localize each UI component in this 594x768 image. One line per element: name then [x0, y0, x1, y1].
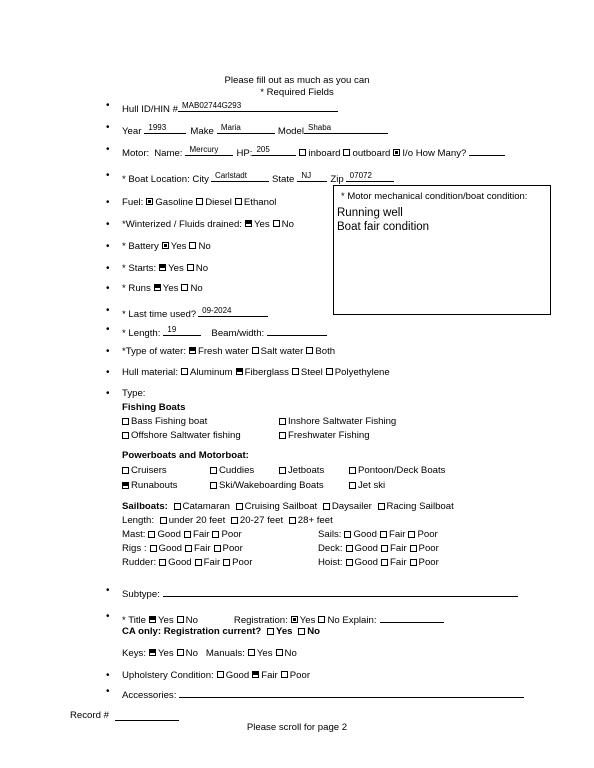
condition-box[interactable]: * Motor mechanical condition/boat condition: Running well Boat fair condition — [333, 185, 551, 315]
both-water-checkbox[interactable] — [306, 347, 313, 354]
battery-no-checkbox[interactable] — [189, 242, 196, 249]
fishing-title: Fishing Boats — [122, 402, 186, 413]
racing-checkbox[interactable] — [378, 503, 385, 510]
subtype-field[interactable] — [163, 585, 518, 597]
year-field[interactable]: 1993 — [144, 122, 186, 134]
scroll-note: Please scroll for page 2 — [246, 722, 348, 733]
gasoline-checkbox[interactable] — [146, 198, 153, 205]
starts-no-checkbox[interactable] — [187, 264, 194, 271]
subtype-row: Subtype: — [122, 585, 518, 600]
fresh-water-checkbox[interactable] — [189, 347, 196, 354]
title-row: * Title Yes No Registration: Yes No Explain: — [122, 611, 444, 626]
ethanol-checkbox[interactable] — [235, 198, 242, 205]
offshore-checkbox[interactable] — [122, 432, 129, 439]
make-field[interactable]: Maria — [217, 122, 275, 134]
accessories-field[interactable] — [179, 686, 524, 698]
zip-field[interactable]: 07072 — [346, 170, 394, 182]
hull-row — [122, 100, 338, 115]
manuals-yes-checkbox[interactable] — [248, 649, 255, 656]
fiberglass-checkbox[interactable] — [236, 368, 243, 375]
keys-row: Keys: Yes No Manuals: Yes No — [122, 648, 297, 659]
io-checkbox[interactable] — [393, 149, 400, 156]
runs-yes-checkbox[interactable] — [154, 284, 161, 291]
cuddies-checkbox[interactable] — [210, 467, 217, 474]
ca-no-checkbox[interactable] — [298, 628, 305, 635]
catamaran-checkbox[interactable] — [174, 503, 181, 510]
upholstery-row: Upholstery Condition: Good Fair Poor — [122, 670, 311, 681]
inboard-checkbox[interactable] — [299, 149, 306, 156]
beam-field[interactable] — [267, 324, 327, 336]
hull-label: Hull ID/HIN # — [122, 104, 178, 115]
cruisers-checkbox[interactable] — [122, 467, 129, 474]
state-field[interactable]: NJ — [297, 170, 327, 182]
required-note: * Required Fields — [260, 87, 334, 98]
length-row: * Length: 19 Beam/width: — [122, 324, 327, 339]
steel-checkbox[interactable] — [292, 368, 299, 375]
keys-yes-checkbox[interactable] — [149, 649, 156, 656]
type-label: Type: — [122, 388, 146, 399]
hull-material-row: Hull material: Aluminum Fiberglass Steel Polyethylene — [122, 367, 390, 378]
rudder-row: Rudder: Good Fair Poor — [122, 557, 253, 568]
mast-row: Mast: Good Fair Poor — [122, 529, 242, 540]
last-used-row: * Last time used? 09-2024 — [122, 305, 268, 320]
ca-row: CA only: Registration current? Yes No — [122, 626, 320, 637]
year-row: Year 1993 Make Maria Model Shaba — [122, 122, 388, 137]
hp-field[interactable]: 205 — [252, 144, 296, 156]
winterized-no-checkbox[interactable] — [273, 220, 280, 227]
under20-checkbox[interactable] — [160, 517, 167, 524]
last-used-field[interactable]: 09-2024 — [198, 305, 268, 317]
motor-name-field[interactable]: Mercury — [185, 144, 233, 156]
how-many-field[interactable] — [469, 144, 505, 156]
bass-checkbox[interactable] — [122, 418, 129, 425]
28plus-checkbox[interactable] — [289, 517, 296, 524]
cruising-checkbox[interactable] — [236, 503, 243, 510]
outboard-checkbox[interactable] — [343, 149, 350, 156]
length-field[interactable]: 19 — [163, 324, 201, 336]
upholstery-fair-checkbox[interactable] — [252, 671, 259, 678]
registration-no-checkbox[interactable] — [318, 616, 325, 623]
starts-yes-checkbox[interactable] — [159, 264, 166, 271]
instruction-text: Please fill out as much as you can — [224, 75, 370, 86]
starts-row: * Starts: Yes No — [122, 263, 209, 274]
ca-yes-checkbox[interactable] — [267, 628, 274, 635]
deck-row: Deck: Good Fair Poor — [318, 543, 439, 554]
registration-yes-checkbox[interactable] — [291, 616, 298, 623]
runs-no-checkbox[interactable] — [181, 284, 188, 291]
salt-water-checkbox[interactable] — [252, 347, 259, 354]
hoist-row: Hoist: Good Fair Poor — [318, 557, 439, 568]
upholstery-good-checkbox[interactable] — [217, 671, 224, 678]
title-no-checkbox[interactable] — [177, 616, 184, 623]
battery-yes-checkbox[interactable] — [162, 242, 169, 249]
winterized-yes-checkbox[interactable] — [245, 220, 252, 227]
battery-row: * Battery Yes No — [122, 241, 211, 252]
upholstery-poor-checkbox[interactable] — [281, 671, 288, 678]
runabouts-checkbox[interactable] — [122, 482, 129, 489]
hull-field[interactable]: MAB02744G293 — [178, 100, 338, 112]
aluminum-checkbox[interactable] — [181, 368, 188, 375]
freshwater-fishing-checkbox[interactable] — [279, 432, 286, 439]
water-row: *Type of water: Fresh water Salt water Both — [122, 346, 336, 357]
inshore-checkbox[interactable] — [279, 418, 286, 425]
sail-length-row: Length: under 20 feet 20-27 feet 28+ feet — [122, 515, 333, 526]
location-row: * Boat Location: City Carlstadt State NJ Zip 07072 — [122, 170, 394, 185]
model-field[interactable]: Shaba — [304, 122, 388, 134]
sailboats-row: Sailboats: Catamaran Cruising Sailboat Daysailer Racing Sailboat — [122, 501, 454, 512]
daysailer-checkbox[interactable] — [323, 503, 330, 510]
accessories-row: Accessories: — [122, 686, 524, 701]
record-field[interactable] — [115, 709, 179, 721]
title-yes-checkbox[interactable] — [149, 616, 156, 623]
20-27-checkbox[interactable] — [231, 517, 238, 524]
fuel-row: Fuel: Gasoline Diesel Ethanol — [122, 197, 277, 208]
bullet: • — [106, 100, 110, 111]
ski-checkbox[interactable] — [210, 482, 217, 489]
keys-no-checkbox[interactable] — [177, 649, 184, 656]
record-row: Record # — [70, 709, 179, 721]
motor-row: Motor: Name: Mercury HP: 205 inboard outboard I/o How Many? — [122, 144, 505, 159]
city-field[interactable]: Carlstadt — [211, 170, 269, 182]
polyethylene-checkbox[interactable] — [326, 368, 333, 375]
pontoon-checkbox[interactable] — [349, 467, 356, 474]
power-title: Powerboats and Motorboat: — [122, 450, 249, 461]
rigs-row: Rigs : Good Fair Poor — [122, 543, 243, 554]
diesel-checkbox[interactable] — [196, 198, 203, 205]
sails-row: Sails: Good Fair Poor — [318, 529, 438, 540]
manuals-no-checkbox[interactable] — [276, 649, 283, 656]
jetboats-checkbox[interactable] — [279, 467, 286, 474]
explain-field[interactable] — [380, 611, 444, 623]
runs-row: * Runs Yes No — [122, 283, 203, 294]
jetski-checkbox[interactable] — [349, 482, 356, 489]
winterized-row: *Winterized / Fluids drained: Yes No — [122, 219, 294, 230]
